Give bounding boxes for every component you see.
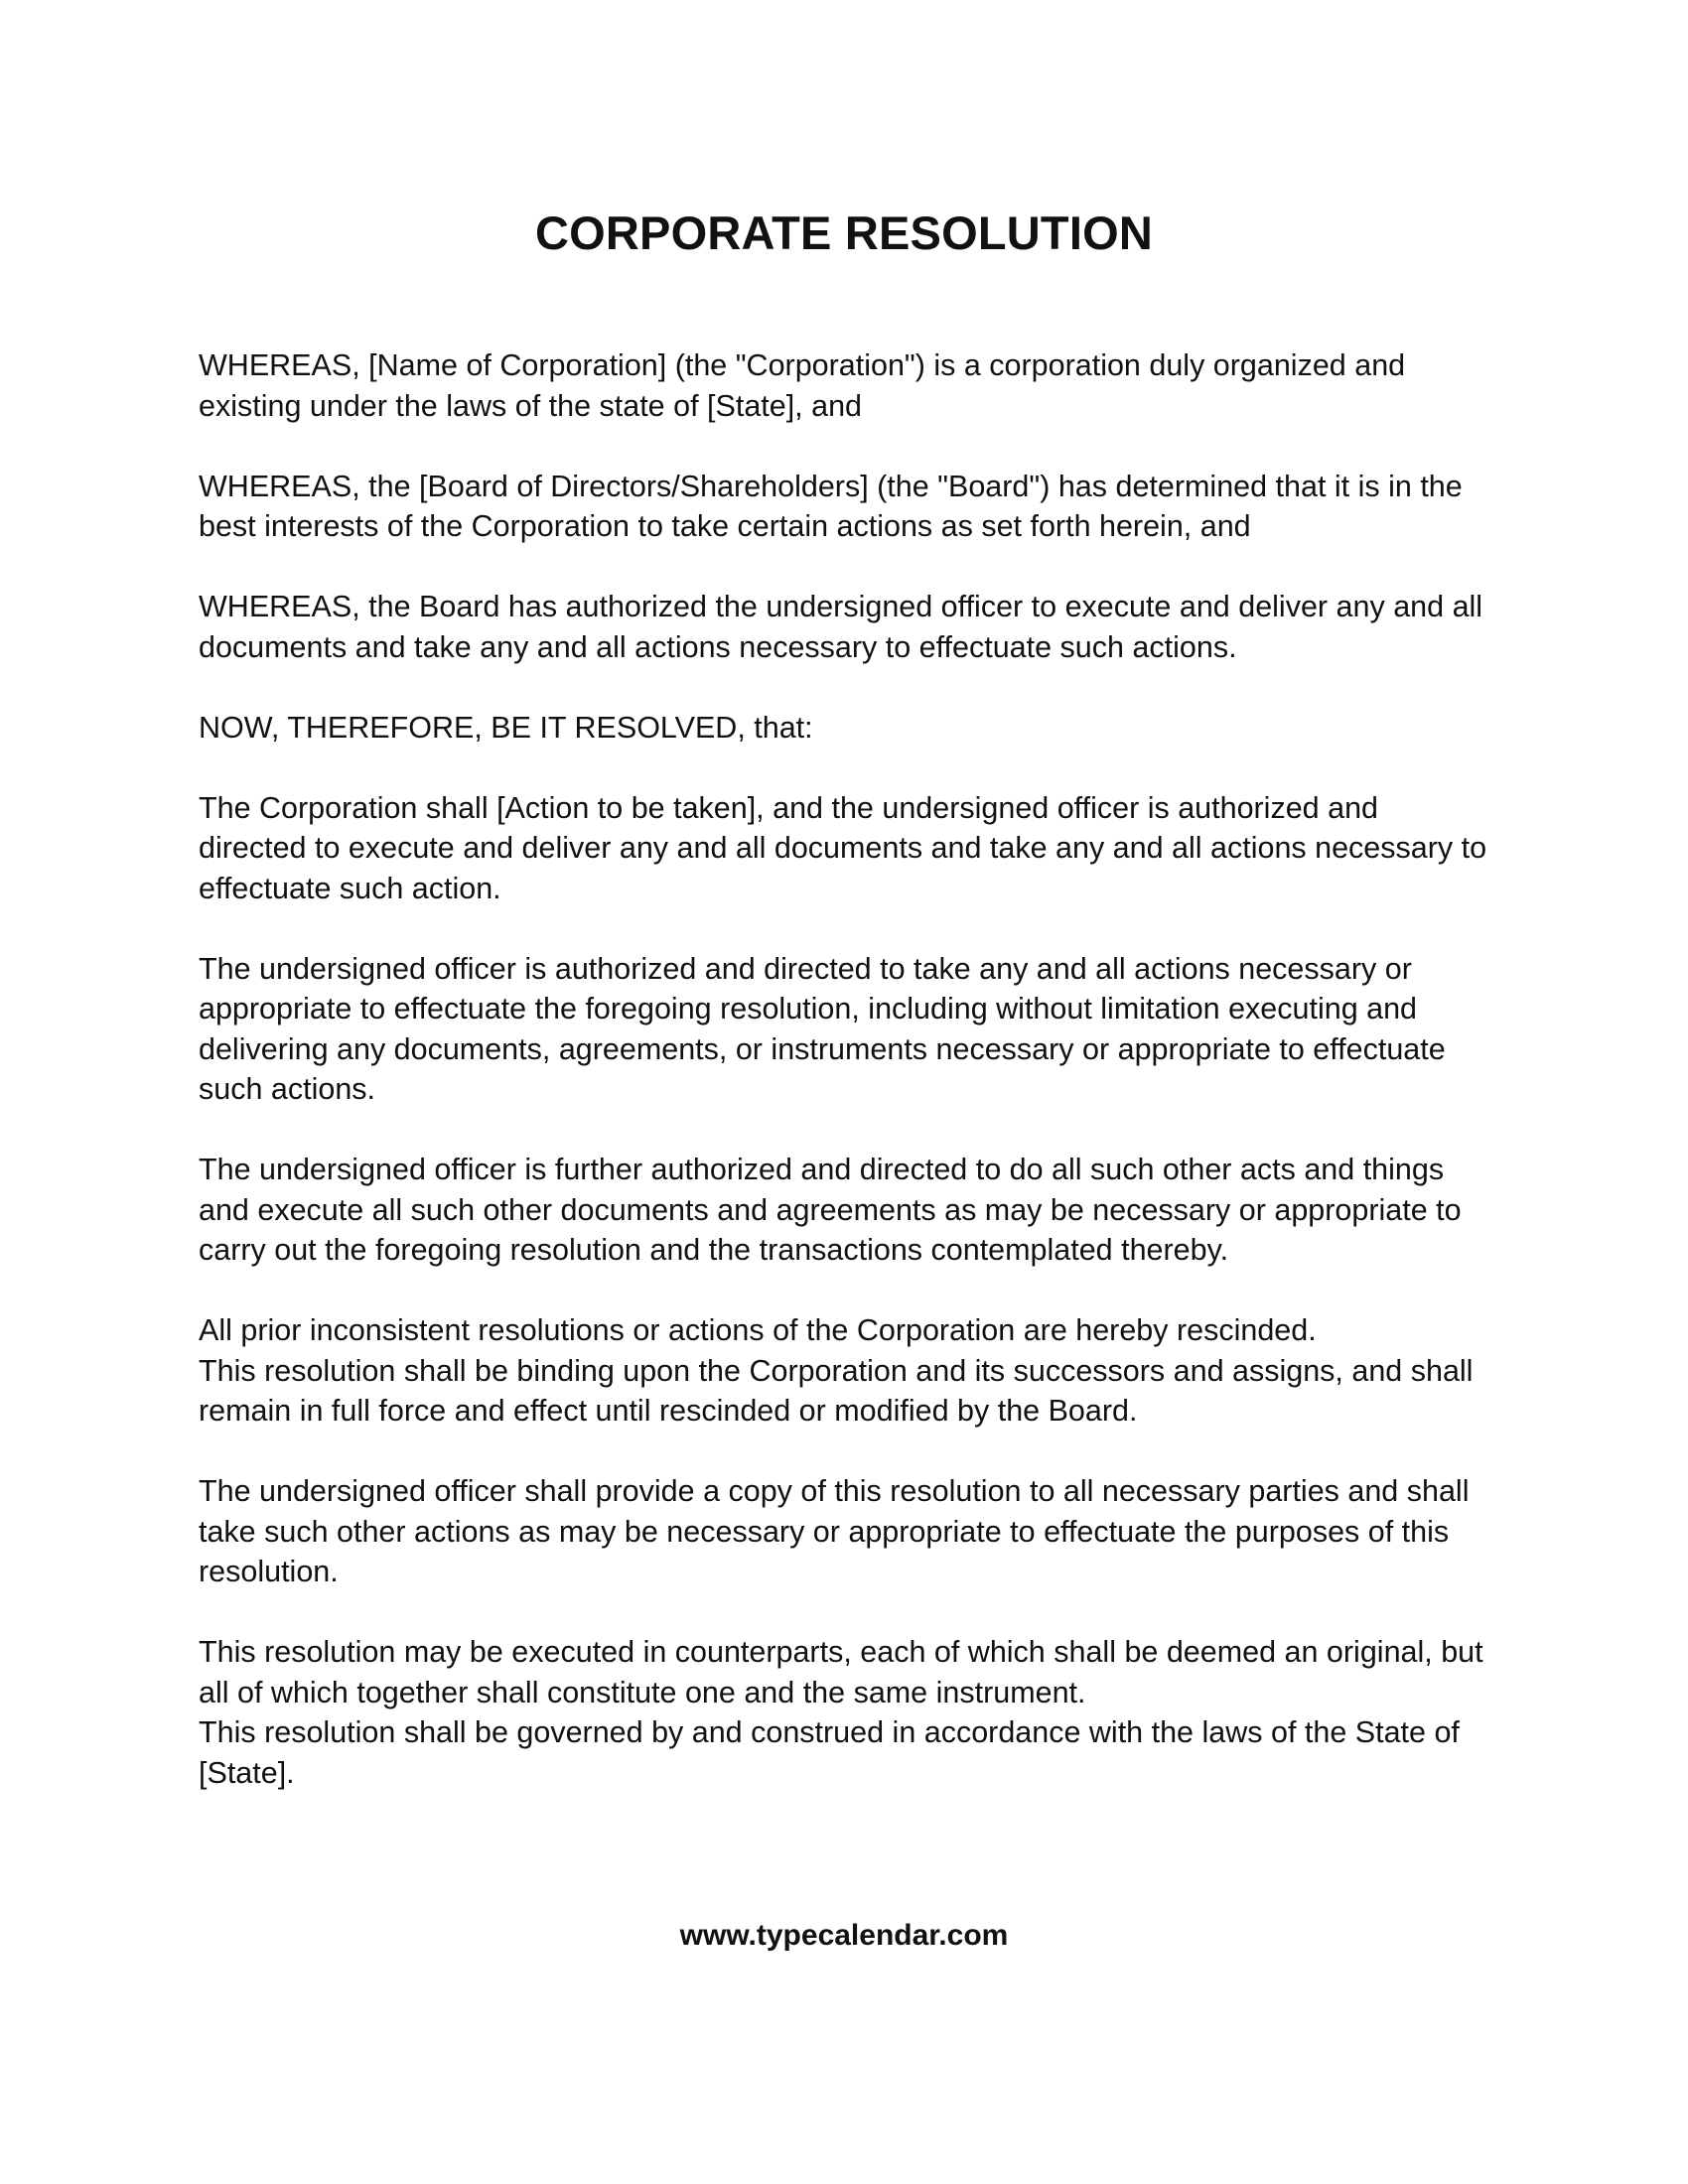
paragraph-line: The Corporation shall [Action to be taken], and the undersigned officer is authorized and [199, 790, 1378, 825]
paragraph-line: such actions. [199, 1072, 376, 1106]
paragraph-line: and execute all such other documents and agreements as may be necessary or appropriate to [199, 1192, 1462, 1227]
paragraph-line: [State]. [199, 1755, 295, 1790]
paragraph-line: The undersigned officer is authorized and directed to take any and all actions necessary or [199, 951, 1412, 986]
paragraph-counterparts-governing-law [199, 1632, 1499, 1793]
paragraph-line: documents and take any and all actions necessary to effectuate such actions. [199, 629, 1237, 664]
paragraph-line: The undersigned officer shall provide a copy of this resolution to all necessary parties and shall [199, 1474, 1470, 1508]
paragraph-authorization [199, 949, 1499, 1110]
paragraph-line: delivering any documents, agreements, or instruments necessary or appropriate to effectuate [199, 1031, 1446, 1066]
paragraph-line: This resolution shall be binding upon the Corporation and its successors and assigns, and shall [199, 1353, 1474, 1388]
paragraph-line: WHEREAS, the [Board of Directors/Shareholders] (the "Board") has determined that it is in the [199, 469, 1463, 503]
footer-website: www.typecalendar.com [679, 1919, 1009, 1952]
paragraph-line: carry out the foregoing resolution and the transactions contemplated thereby. [199, 1233, 1229, 1267]
paragraph-copy [199, 1471, 1499, 1592]
paragraph-line: This resolution may be executed in counterparts, each of which shall be deemed an original, but [199, 1635, 1483, 1669]
paragraph-line: WHEREAS, the Board has authorized the undersigned officer to execute and deliver any and all [199, 590, 1483, 623]
paragraph-line: take such other actions as may be necessary or appropriate to effectuate the purposes of this [199, 1514, 1450, 1549]
paragraph-line: appropriate to effectuate the foregoing resolution, including without limitation executing and [199, 992, 1418, 1025]
paragraph-line: WHEREAS, [Name of Corporation] (the "Corporation") is a corporation duly organized and [199, 348, 1406, 382]
paragraph-whereas-officer [199, 587, 1499, 667]
paragraph-line: best interests of the Corporation to take certain actions as set forth herein, and [199, 509, 1251, 543]
paragraph-line: NOW, THEREFORE, BE IT RESOLVED, that: [199, 710, 813, 745]
paragraph-line: The undersigned officer is further authorized and directed to do all such other acts and things [199, 1153, 1445, 1186]
document-title: CORPORATE RESOLUTION [535, 206, 1153, 259]
paragraph-rescission [199, 1310, 1499, 1432]
paragraph-line: effectuate such action. [199, 871, 501, 905]
paragraph-line: remain in full force and effect until rescinded or modified by the Board. [199, 1394, 1138, 1428]
paragraph-further-authorization [199, 1150, 1499, 1271]
paragraph-line: This resolution shall be governed by and construed in accordance with the laws of the State of [199, 1715, 1460, 1749]
paragraph-action [199, 788, 1499, 909]
paragraph-whereas-corporation [199, 345, 1499, 426]
document-body [199, 345, 1499, 1834]
paragraph-line: resolution. [199, 1555, 339, 1588]
paragraph-line: directed to execute and deliver any and all documents and take any and all actions necessary to [199, 831, 1487, 865]
paragraph-line: all of which together shall constitute one and the same instrument. [199, 1675, 1086, 1709]
paragraph-line: existing under the laws of the state of [State], and [199, 388, 863, 423]
paragraph-whereas-board [199, 467, 1499, 547]
paragraph-line: All prior inconsistent resolutions or actions of the Corporation are hereby rescinded. [199, 1313, 1317, 1347]
paragraph-resolved [199, 708, 1499, 749]
